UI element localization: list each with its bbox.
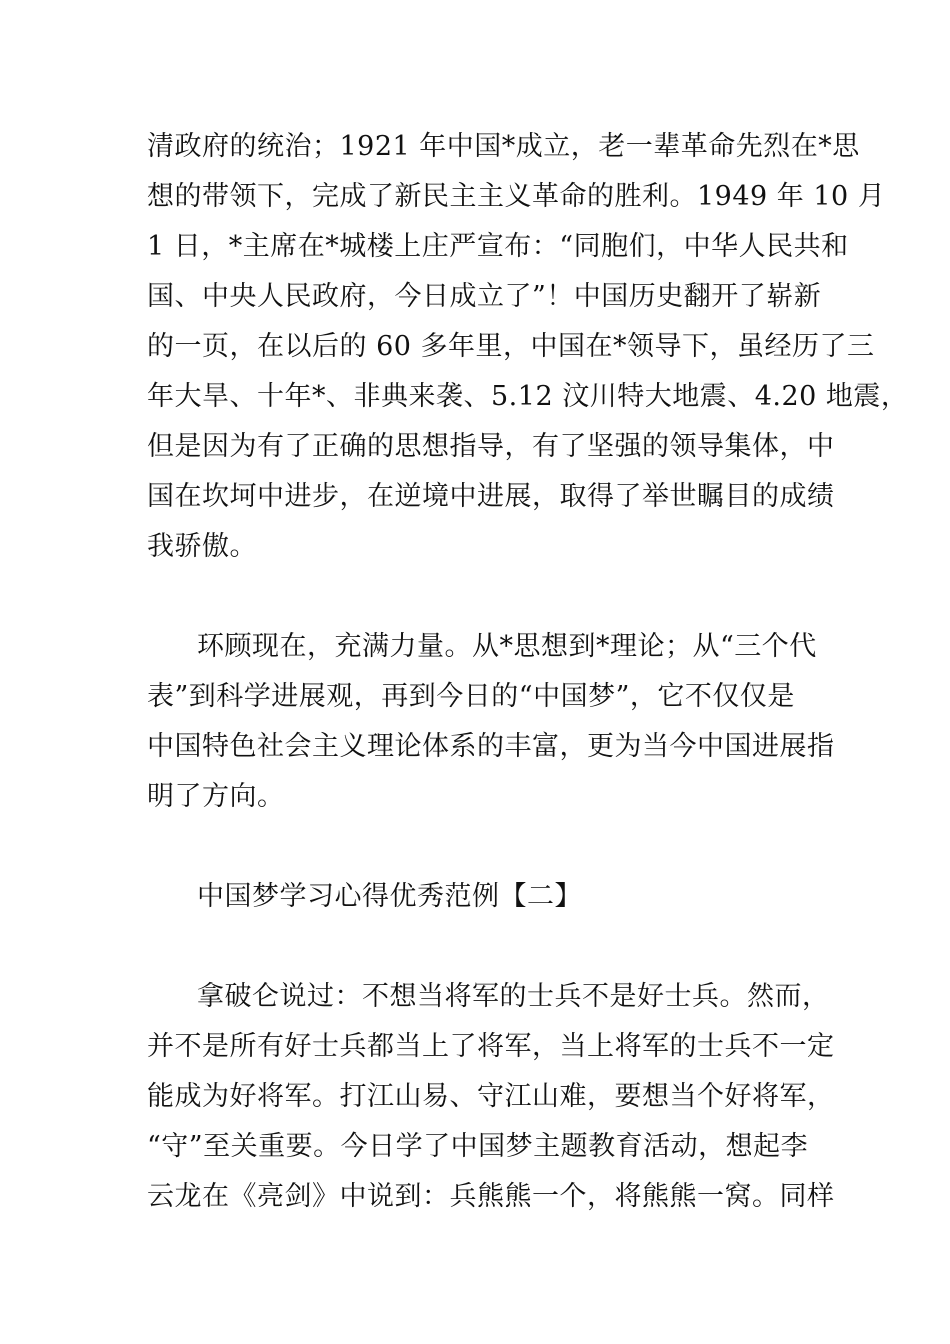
section-heading: 中国梦学习心得优秀范例【二】	[197, 881, 582, 912]
text-line: 云龙在《亮剑》中说到：兵熊熊一个，将熊熊一窝。同样	[147, 1181, 835, 1212]
text-line: 1 日，*主席在*城楼上庄严宣布：“同胞们，中华人民共和	[147, 231, 849, 262]
text-line: 的一页，在以后的 60 多年里，中国在*领导下，虽经历了三	[147, 331, 875, 362]
text-line: 年大旱、十年*、非典来袭、5.12 汶川特大地震、4.20 地震，	[147, 381, 909, 412]
text-line: 国、中央人民政府，今日成立了”！中国历史翻开了崭新	[147, 281, 822, 312]
text-line: 拿破仑说过：不想当将军的士兵不是好士兵。然而，	[197, 981, 830, 1012]
text-line: 并不是所有好士兵都当上了将军，当上将军的士兵不一定	[147, 1031, 835, 1062]
text-line: 清政府的统治；1921 年中国*成立，老一辈革命先烈在*思	[147, 131, 860, 162]
text-line: 中国特色社会主义理论体系的丰富，更为当今中国进展指	[147, 731, 835, 762]
text-line: 明了方向。	[147, 781, 285, 812]
text-line: “守”至关重要。今日学了中国梦主题教育活动，想起李	[147, 1131, 809, 1162]
text-line: 能成为好将军。打江山易、守江山难，要想当个好将军，	[147, 1081, 835, 1112]
text-line: 表”到科学进展观，再到今日的“中国梦”，它不仅仅是	[147, 681, 795, 712]
text-line: 国在坎坷中进步，在逆境中进展，取得了举世瞩目的成绩	[147, 481, 835, 512]
text-line: 想的带领下，完成了新民主主义革命的胜利。1949 年 10 月	[147, 181, 886, 212]
text-line: 但是因为有了正确的思想指导，有了坚强的领导集体，中	[147, 431, 835, 462]
text-line: 环顾现在，充满力量。从*思想到*理论；从“三个代	[197, 631, 817, 662]
text-line: 我骄傲。	[147, 531, 257, 562]
